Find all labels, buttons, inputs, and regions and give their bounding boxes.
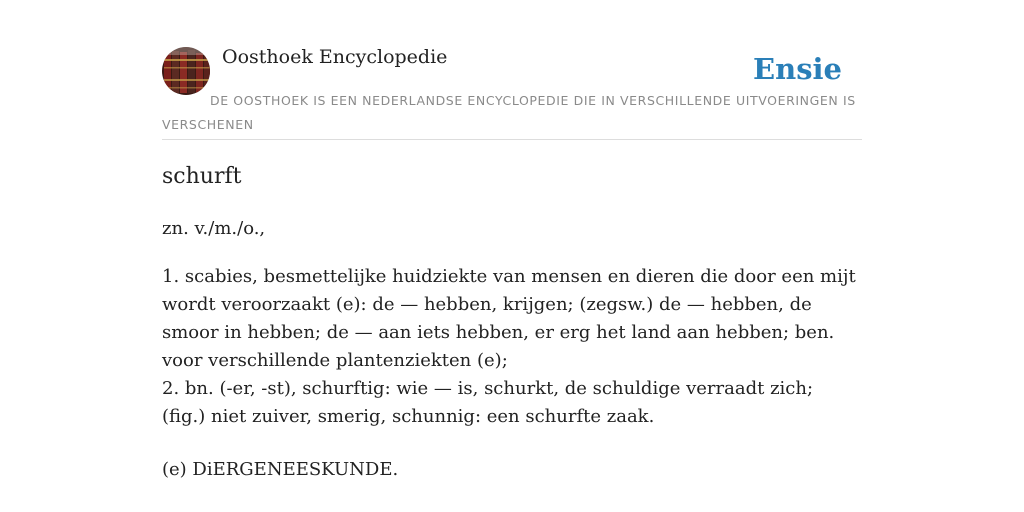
definition-item: 1. scabies, besmettelijke huidziekte van mensen en dieren die door een mijt wordt veroorzaakt (e): de — hebben, krijgen; (zegsw.) de — hebben, de smoor in hebben; de — aan iets hebben, er erg het land aan hebben; ben. voor verschillende plantenziekten (e); (162, 266, 856, 371)
site-tagline: DE OOSTHOEK IS EEN NEDERLANDSE ENCYCLOPEDIE DIE IN VERSCHILLENDE UITVOERINGEN IS VERSCHENEN (162, 93, 856, 132)
entry-definition (162, 263, 862, 431)
entry-headword: schurft (162, 164, 242, 189)
site-header (162, 0, 862, 140)
page-container (162, 0, 862, 480)
entry-grammar: zn. v./m./o., (162, 218, 266, 239)
encyclopedia-books-icon[interactable] (162, 47, 210, 95)
site-title[interactable]: Oosthoek Encyclopedie (222, 46, 448, 68)
brand-logo[interactable]: Ensie (753, 52, 842, 86)
definition-item: 2. bn. (-er, -st), schurftig: wie — is, schurkt, de schuldige verraadt zich; (fig.) niet zuiver, smerig, schunnig: een schurfte zaak. (162, 378, 814, 427)
entry-subject-note: (e) DiERGENEESKUNDE. (162, 459, 399, 480)
